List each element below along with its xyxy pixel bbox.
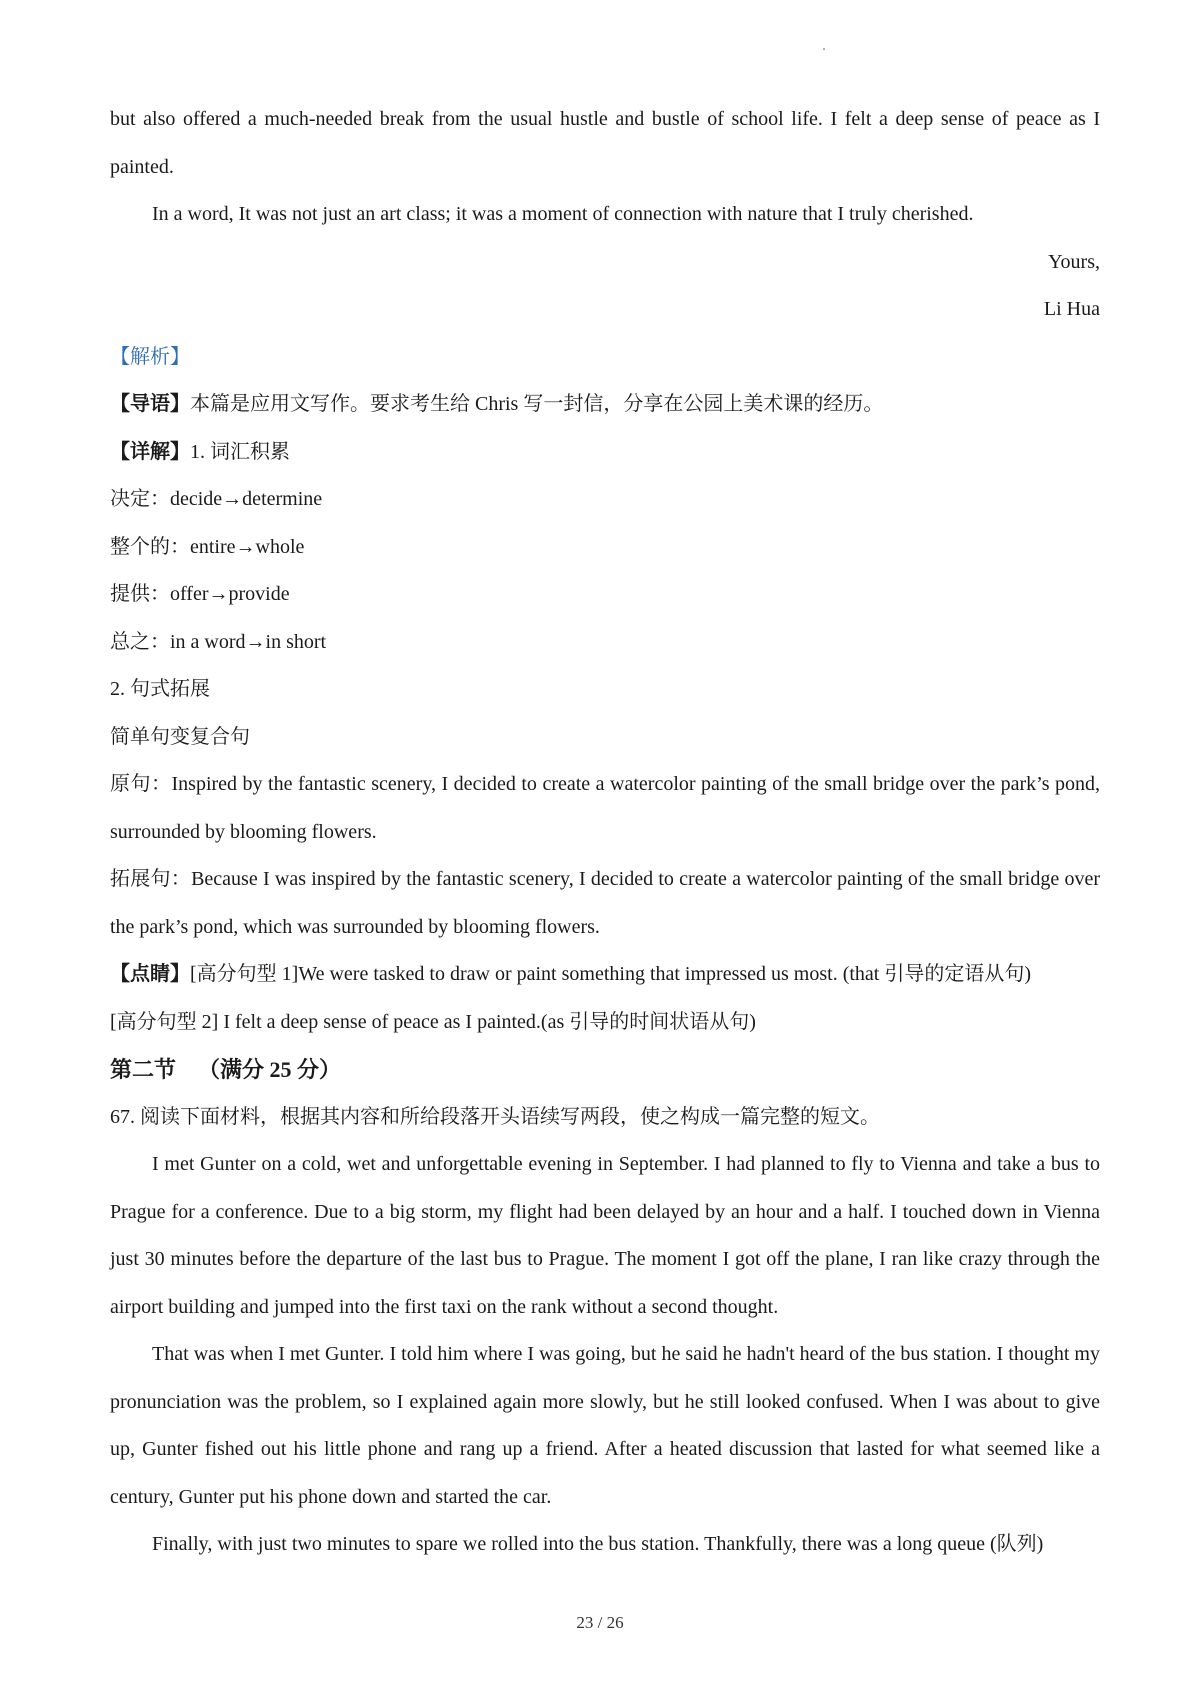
highlight-text-1: [高分句型 1]We were tasked to draw or paint something that impressed us most. (that 引导的定语从句) [190, 963, 1032, 985]
intro-label: 【导语】 [110, 393, 190, 415]
section-score: （满分 25 分） [198, 1057, 342, 1082]
letter-closing: Yours, [1048, 250, 1100, 273]
letter-paragraph-continued: but also offered a much-needed break from the usual hustle and bustle of school life. I felt a deep sense of peace as I painted. [110, 108, 1100, 178]
story-paragraph-1: I met Gunter on a cold, wet and unforgettable evening in September. I had planned to fly to Vienna and take a bus to Prague for a conference. Due to a big storm, my flight had been delayed by an hour and a half. I touched down in Vienna just 30 minutes before the departure of the last bus to Prague. The moment I got off the plane, I ran like crazy through the airport building and jumped into the first taxi on the rank without a second thought. [110, 1153, 1100, 1318]
highlight-line-2: [高分句型 2] I felt a deep sense of peace as I painted.(as 引导的时间状语从句) [110, 1010, 756, 1033]
section-heading [110, 1046, 1100, 1094]
vocab-item: 整个的：entire→whole [110, 535, 305, 558]
analysis-detail [110, 429, 1100, 477]
section-title: 第二节 [110, 1057, 177, 1082]
analysis-heading: 【解析】 [110, 345, 190, 368]
analysis-intro [110, 381, 1100, 429]
highlight-line-1 [110, 951, 1100, 999]
expanded-sentence [110, 856, 1100, 951]
question-instruction [110, 1094, 1100, 1142]
original-text: Inspired by the fantastic scenery, I decided to create a watercolor painting of the small bridge over the park’s pond, surrounded by blooming flowers. [110, 773, 1100, 843]
detail-first: 1. 词汇积累 [190, 440, 290, 463]
expanded-text: Because I was inspired by the fantastic scenery, I decided to create a watercolor painting of the small bridge over the park’s pond, which was surrounded by blooming flowers. [110, 868, 1100, 938]
story-paragraph-3: Finally, with just two minutes to spare we rolled into the bus station. Thankfully, there was a long queue (队列) [152, 1533, 1044, 1555]
page-number: 23 / 26 [576, 1613, 624, 1632]
detail-label: 【详解】 [110, 440, 190, 463]
question-instruction-text: 阅读下面材料，根据其内容和所给段落开头语续写两段，使之构成一篇完整的短文。 [140, 1105, 880, 1128]
expand-subtitle: 简单句变复合句 [110, 725, 250, 748]
expanded-label: 拓展句： [110, 868, 192, 890]
highlight-label: 【点睛】 [110, 963, 190, 985]
page-content [110, 96, 1100, 1569]
letter-conclusion: In a word, It was not just an art class; it was a moment of connection with nature that I truly cherished. [152, 203, 974, 225]
intro-text: 本篇是应用文写作。要求考生给 Chris 写一封信，分享在公园上美术课的经历。 [190, 393, 884, 415]
story-paragraph-2: That was when I met Gunter. I told him where I was going, but he said he hadn't heard of the bus station. I thought my pronunciation was the problem, so I explained again more slowly, but he still looked confused. When I was about to give up, Gunter fished out his little phone and rang up a friend. After a heated discussion that lasted for what seemed like a century, Gunter put his phone down and started the car. [110, 1343, 1100, 1508]
expand-title: 2. 句式拓展 [110, 678, 210, 700]
vocab-item: 提供：offer→provide [110, 583, 290, 605]
letter-signature: Li Hua [1043, 298, 1100, 320]
vocab-item: 决定：decide→determine [110, 488, 323, 510]
original-label: 原句： [110, 773, 172, 795]
question-number: 67. [110, 1105, 135, 1128]
original-sentence [110, 761, 1100, 856]
scan-dot [823, 48, 825, 50]
vocab-item: 总之：in a word→in short [110, 630, 327, 653]
